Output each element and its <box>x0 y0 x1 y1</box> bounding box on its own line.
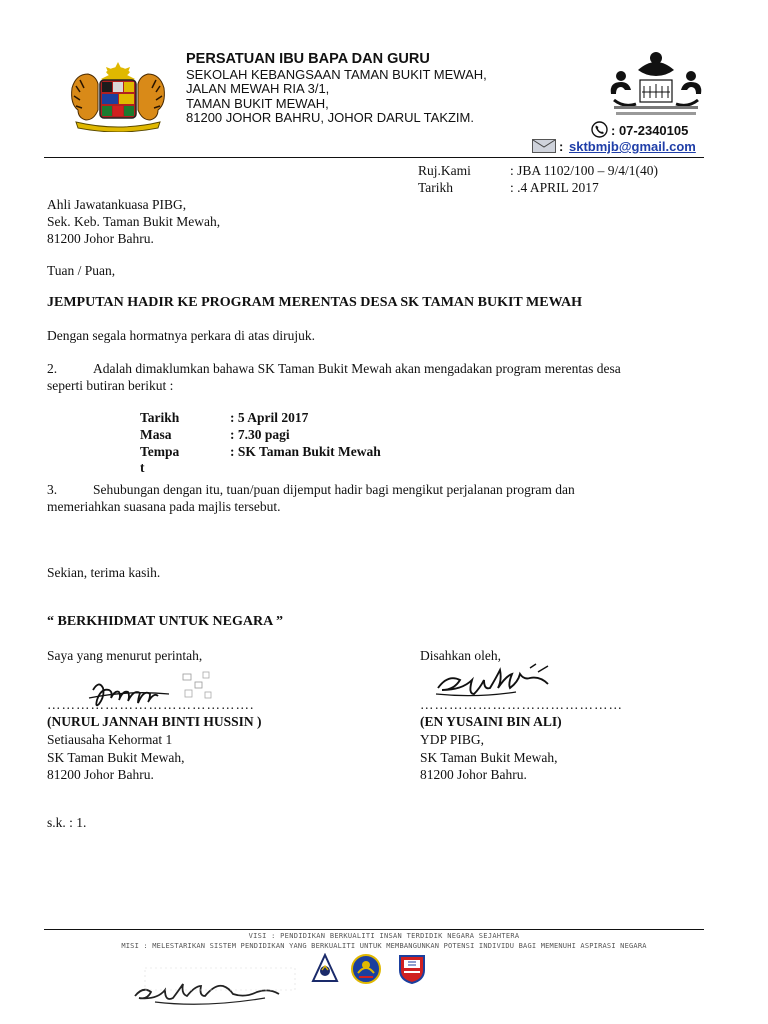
phone-number: : 07-2340105 <box>611 123 689 138</box>
pibg-logo-icon <box>608 48 704 120</box>
subject-line: JEMPUTAN HADIR KE PROGRAM MERENTAS DESA SK TAMAN BUKIT MEWAH <box>47 295 583 310</box>
recipient-line: 81200 Johor Bahru. <box>47 231 154 246</box>
phone-icon <box>591 121 608 138</box>
signature-dots: …………………………………… <box>420 697 623 712</box>
detail-value-time: : 7.30 pagi <box>230 427 290 442</box>
closing: Sekian, terima kasih. <box>47 565 161 580</box>
detail-value-place: : SK Taman Bukit Mewah <box>230 444 381 459</box>
paragraph-number: 3. <box>47 482 58 497</box>
signatory-line: YDP PIBG, <box>420 732 485 747</box>
signatory-line: SK Taman Bukit Mewah, <box>420 749 558 765</box>
copy-to: s.k. : 1. <box>47 815 87 830</box>
paragraph-text: seperti butiran berikut : <box>47 378 174 393</box>
paragraph-text: Adalah dimaklumkan bahawa SK Taman Bukit Mewah akan mengadakan program merentas desa <box>93 361 621 376</box>
footer-divider <box>44 929 704 930</box>
address-line: JALAN MEWAH RIA 3/1, <box>186 81 330 97</box>
ruj-label: Ruj.Kami <box>418 163 471 178</box>
address-line: 81200 JOHOR BAHRU, JOHOR DARUL TAKZIM. <box>186 109 474 125</box>
footer-mission: MISI : MELESTARIKAN SISTEM PENDIDIKAN YANG BERKUALITI UNTUK MEMBANGUNKAN POTENSI INDIVIDU BAGI MEMENUHI ASPIRASI NEGARA <box>121 942 647 950</box>
header-divider <box>44 157 704 158</box>
date-label: Tarikh <box>418 180 454 195</box>
footer-vision: VISI : PENDIDIKAN BERKUALITI INSAN TERDIDIK NEGARA SEJAHTERA <box>248 932 520 940</box>
email-prefix: : <box>559 139 564 154</box>
org-address <box>186 68 487 125</box>
paragraph-number: 2. <box>47 361 58 376</box>
signatory-details <box>420 731 558 784</box>
motto: “ BERKHIDMAT UNTUK NEGARA ” <box>47 614 283 629</box>
email-link[interactable]: sktbmjb@gmail.com <box>569 139 696 154</box>
recipient-line: Ahli Jawatankuasa PIBG, <box>47 197 187 212</box>
signatory-line: SK Taman Bukit Mewah, <box>47 749 185 765</box>
sport-logo-icon <box>310 953 340 985</box>
recipient-address <box>47 196 220 247</box>
ruj-value: : JBA 1102/100 – 9/4/1(40) <box>510 163 659 178</box>
detail-value-date: : 5 April 2017 <box>230 410 309 425</box>
paragraph-text: memeriahkan suasana pada majlis tersebut. <box>47 499 281 514</box>
paragraph-text: Sehubungan dengan itu, tuan/puan dijemput hadir bagi mengikut perjalanan program dan <box>93 482 575 497</box>
date-value: : .4 APRIL 2017 <box>510 180 599 195</box>
opening-paragraph: Dengan segala hormatnya perkara di atas dirujuk. <box>47 328 316 343</box>
detail-label-place: Tempa <box>140 444 180 459</box>
signatory-line: Setiausaha Kehormat 1 <box>47 732 173 747</box>
signature-intro: Disahkan oleh, <box>420 648 501 663</box>
signatory-details <box>47 731 185 784</box>
kpm-logo-icon <box>350 953 382 985</box>
signatory-line: 81200 Johor Bahru. <box>420 767 527 782</box>
signature-image <box>430 660 590 702</box>
detail-label-date: Tarikh <box>140 410 180 425</box>
signatory-name: (EN YUSAINI BIN ALI) <box>420 714 562 729</box>
signature-dots: ……………………………………. <box>47 697 255 712</box>
detail-label-time: Masa <box>140 427 172 442</box>
address-line: TAMAN BUKIT MEWAH, <box>186 95 329 111</box>
school-crest-icon <box>397 953 427 985</box>
salutation: Tuan / Puan, <box>47 263 116 278</box>
signatory-line: 81200 Johor Bahru. <box>47 767 154 782</box>
detail-label-wrap: t <box>140 460 145 475</box>
org-name: PERSATUAN IBU BAPA DAN GURU <box>186 51 430 67</box>
address-line: SEKOLAH KEBANGSAAN TAMAN BUKIT MEWAH, <box>186 67 487 82</box>
signature-intro: Saya yang menurut perintah, <box>47 648 203 663</box>
signatory-name: (NURUL JANNAH BINTI HUSSIN ) <box>47 714 262 729</box>
footer-signature-image <box>125 962 315 1012</box>
email-icon <box>532 139 556 153</box>
malaysia-coat-of-arms-icon <box>66 58 170 132</box>
recipient-line: Sek. Keb. Taman Bukit Mewah, <box>47 214 221 229</box>
